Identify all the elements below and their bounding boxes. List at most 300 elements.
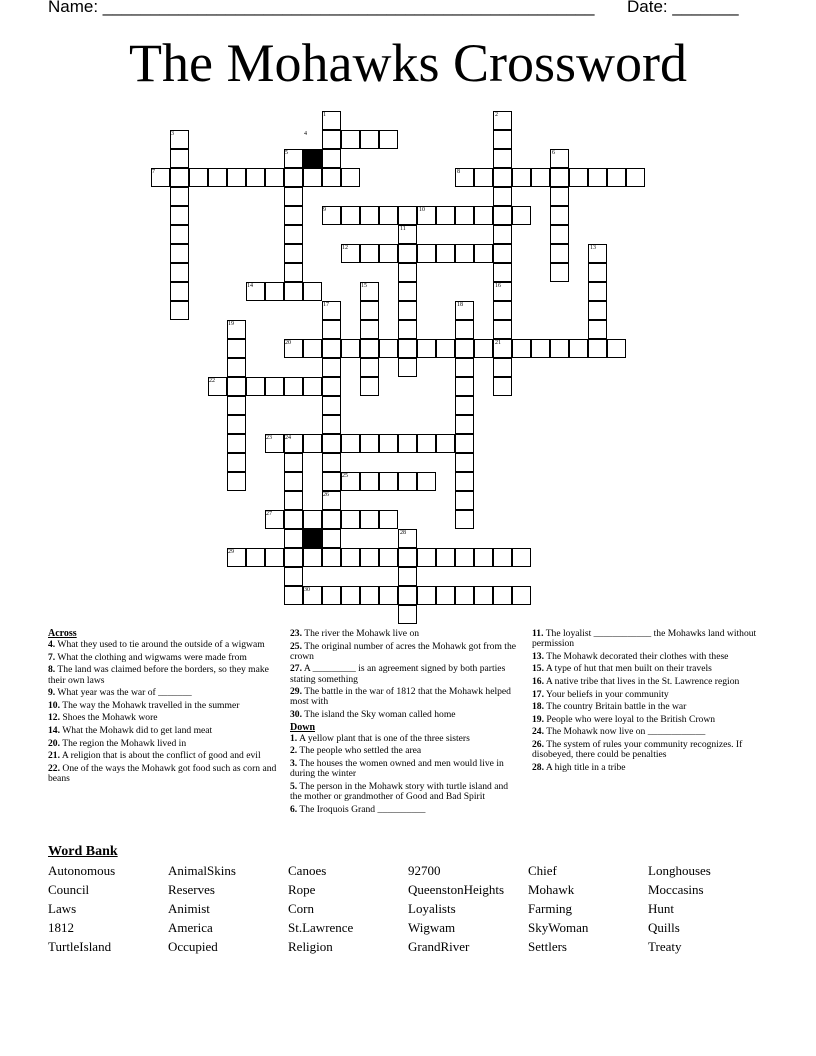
down-clue: [532, 740, 764, 760]
grid-cell[interactable]: [208, 168, 227, 187]
grid-cell[interactable]: [227, 415, 246, 434]
grid-cell[interactable]: [284, 453, 303, 472]
grid-cell[interactable]: [550, 244, 569, 263]
grid-cell[interactable]: [284, 282, 303, 301]
clue-number: 8: [457, 169, 460, 175]
clue-number: 6: [552, 150, 555, 156]
word-bank-item: Canoes: [288, 863, 327, 878]
grid-cell[interactable]: [493, 548, 512, 567]
grid-cell[interactable]: [550, 263, 569, 282]
grid-cell[interactable]: [474, 586, 493, 605]
grid-cell[interactable]: [284, 529, 303, 548]
grid-cell[interactable]: [360, 472, 379, 491]
clue-label: 25.: [290, 640, 302, 652]
grid-cell[interactable]: [512, 586, 531, 605]
grid-cell[interactable]: [303, 434, 322, 453]
grid-cell[interactable]: [170, 206, 189, 225]
grid-cell[interactable]: [493, 320, 512, 339]
grid-cell[interactable]: [398, 434, 417, 453]
clue-label: 6.: [290, 803, 298, 815]
grid-cell[interactable]: [265, 377, 284, 396]
grid-cell[interactable]: [227, 358, 246, 377]
grid-cell[interactable]: [417, 472, 436, 491]
grid-cell[interactable]: [417, 244, 436, 263]
across-clue: [48, 653, 280, 663]
clue-number: 16: [495, 283, 501, 289]
grid-cell[interactable]: [189, 168, 208, 187]
grid-cell[interactable]: [360, 358, 379, 377]
clue-label: 2.: [290, 745, 298, 757]
down-clue: [532, 690, 764, 700]
clue-text: The Mohawk decorated their clothes with these: [544, 650, 729, 662]
grid-cell[interactable]: [322, 510, 341, 529]
grid-cell[interactable]: [436, 339, 455, 358]
grid-cell[interactable]: [512, 339, 531, 358]
grid-cell[interactable]: [436, 244, 455, 263]
word-bank-item: Council: [48, 882, 90, 897]
word-bank-item: Laws: [48, 901, 77, 916]
grid-cell[interactable]: [379, 434, 398, 453]
clue-label: 4.: [48, 639, 56, 651]
word-bank-heading: Word Bank: [48, 844, 118, 859]
across-clue: [48, 688, 280, 698]
grid-cell[interactable]: [246, 548, 265, 567]
grid-cell[interactable]: [360, 548, 379, 567]
grid-cell[interactable]: [227, 434, 246, 453]
clue-label: 23.: [290, 628, 302, 639]
grid-cell[interactable]: [398, 263, 417, 282]
grid-cell[interactable]: [588, 301, 607, 320]
grid-cell[interactable]: [322, 529, 341, 548]
across-clue: [48, 640, 280, 650]
clue-number: 22: [209, 378, 215, 384]
clue-number: 9: [323, 207, 326, 213]
grid-cell[interactable]: [322, 130, 341, 149]
grid-cell[interactable]: [170, 244, 189, 263]
grid-cell[interactable]: [474, 548, 493, 567]
grid-cell[interactable]: [455, 510, 474, 529]
grid-cell[interactable]: [303, 282, 322, 301]
clue-label: 20.: [48, 737, 60, 749]
grid-cell[interactable]: [455, 377, 474, 396]
grid-cell[interactable]: [360, 206, 379, 225]
grid-cell[interactable]: [588, 263, 607, 282]
down-clue: [290, 746, 522, 756]
grid-cell[interactable]: [550, 187, 569, 206]
clue-number: 18: [457, 302, 463, 308]
clue-number: 27: [266, 511, 272, 517]
clue-label: 15.: [532, 663, 544, 675]
clue-text: The person in the Mohawk story with turtle island and the mother or grandmother of Good and Bad Spirit: [290, 780, 509, 802]
grid-cell[interactable]: [531, 168, 550, 187]
clue-text: The island the Sky woman called home: [302, 708, 456, 720]
clue-text: The land was claimed before the borders, so they make their own laws: [48, 664, 269, 686]
grid-cell[interactable]: [322, 339, 341, 358]
grid-cell[interactable]: [303, 339, 322, 358]
grid-cell[interactable]: [322, 396, 341, 415]
clue-label: 10.: [48, 699, 60, 711]
grid-cell[interactable]: [284, 510, 303, 529]
grid-cell[interactable]: [360, 301, 379, 320]
grid-cell[interactable]: [379, 206, 398, 225]
grid-cell[interactable]: [341, 586, 360, 605]
clue-text: One of the ways the Mohawk got food such as corn and beans: [48, 762, 277, 784]
clues-column-3: [532, 629, 764, 775]
grid-cell[interactable]: [493, 377, 512, 396]
clue-number: 28: [400, 530, 406, 536]
grid-cell[interactable]: [246, 377, 265, 396]
grid-cell[interactable]: [455, 491, 474, 510]
clue-text: The Mohawk now live on ____________: [544, 726, 706, 738]
clue-number: 12: [342, 245, 348, 251]
grid-cell[interactable]: [284, 472, 303, 491]
grid-cell[interactable]: [341, 548, 360, 567]
grid-cell[interactable]: [398, 339, 417, 358]
clue-number: 29: [228, 549, 234, 555]
grid-cell[interactable]: [379, 244, 398, 263]
grid-cell[interactable]: [493, 206, 512, 225]
down-clue: [532, 677, 764, 687]
clue-text: What they used to tie around the outside of a wigwam: [55, 639, 265, 651]
grid-cell[interactable]: [341, 206, 360, 225]
grid-cell[interactable]: [303, 168, 322, 187]
grid-cell[interactable]: [284, 548, 303, 567]
word-bank-item: Settlers: [528, 939, 567, 954]
grid-cell[interactable]: [436, 548, 455, 567]
grid-cell[interactable]: [588, 339, 607, 358]
grid-cell[interactable]: [284, 187, 303, 206]
clue-label: 17.: [532, 688, 544, 700]
grid-cell[interactable]: [512, 168, 531, 187]
grid-cell[interactable]: [322, 586, 341, 605]
across-clue: [48, 726, 280, 736]
grid-cell[interactable]: [322, 453, 341, 472]
grid-cell[interactable]: [360, 130, 379, 149]
grid-cell[interactable]: [284, 263, 303, 282]
word-bank-item: 1812: [48, 920, 74, 935]
grid-cell[interactable]: [493, 130, 512, 149]
down-clue: [532, 727, 764, 737]
clue-label: 9.: [48, 687, 56, 699]
clue-label: 27.: [290, 663, 302, 675]
grid-cell[interactable]: [303, 510, 322, 529]
grid-cell[interactable]: [227, 453, 246, 472]
word-bank-item: Wigwam: [408, 920, 456, 935]
clue-text: What the Mohawk did to get land meat: [60, 724, 213, 736]
grid-cell[interactable]: [284, 377, 303, 396]
grid-cell[interactable]: [322, 358, 341, 377]
grid-cell[interactable]: [341, 130, 360, 149]
word-bank-item: St.Lawrence: [288, 920, 354, 935]
grid-cell[interactable]: [227, 339, 246, 358]
grid-cell[interactable]: [360, 510, 379, 529]
clue-label: 24.: [532, 726, 544, 738]
clue-number: 7: [152, 169, 155, 175]
clue-label: 7.: [48, 651, 56, 663]
grid-cell[interactable]: [626, 168, 645, 187]
grid-cell[interactable]: [398, 605, 417, 624]
grid-cell[interactable]: [170, 282, 189, 301]
grid-cell[interactable]: [379, 548, 398, 567]
grid-cell[interactable]: [398, 567, 417, 586]
grid-cell[interactable]: [227, 472, 246, 491]
grid-cell[interactable]: [170, 301, 189, 320]
grid-cell[interactable]: [455, 358, 474, 377]
grid-cell[interactable]: [360, 377, 379, 396]
grid-cell[interactable]: [436, 586, 455, 605]
grid-cell[interactable]: [322, 168, 341, 187]
clue-label: 28.: [532, 761, 544, 773]
grid-cell[interactable]: [398, 301, 417, 320]
grid-cell[interactable]: [512, 548, 531, 567]
word-bank-item: Loyalists: [408, 901, 456, 916]
grid-cell[interactable]: [550, 339, 569, 358]
grid-cell[interactable]: [493, 187, 512, 206]
grid-cell[interactable]: [493, 225, 512, 244]
clue-number: 30: [304, 587, 310, 593]
grid-cell[interactable]: [493, 301, 512, 320]
grid-cell[interactable]: [360, 434, 379, 453]
grid-cell[interactable]: [474, 206, 493, 225]
grid-block: [303, 149, 322, 168]
grid-cell[interactable]: [284, 225, 303, 244]
word-bank-item: QueenstonHeights: [408, 882, 505, 897]
word-bank-item: Farming: [528, 901, 573, 916]
grid-cell[interactable]: [398, 586, 417, 605]
grid-cell[interactable]: [455, 434, 474, 453]
date-field-line[interactable]: Date: _______: [627, 0, 739, 16]
grid-cell[interactable]: [398, 206, 417, 225]
grid-cell[interactable]: [322, 548, 341, 567]
grid-cell[interactable]: [417, 339, 436, 358]
clue-number: 4: [304, 131, 307, 137]
clue-label: 29.: [290, 686, 302, 698]
grid-cell[interactable]: [360, 320, 379, 339]
grid-cell[interactable]: [360, 586, 379, 605]
grid-cell[interactable]: [398, 282, 417, 301]
grid-cell[interactable]: [588, 282, 607, 301]
clue-number: 20: [285, 340, 291, 346]
across-clue: [48, 739, 280, 749]
grid-cell[interactable]: [493, 358, 512, 377]
clue-text: The way the Mohawk travelled in the summer: [60, 699, 240, 711]
grid-cell[interactable]: [170, 187, 189, 206]
grid-cell[interactable]: [493, 263, 512, 282]
clue-text: A native tribe that lives in the St. Lawrence region: [544, 675, 740, 687]
grid-cell[interactable]: [265, 282, 284, 301]
grid-block: [303, 529, 322, 548]
grid-cell[interactable]: [227, 377, 246, 396]
grid-cell[interactable]: [170, 225, 189, 244]
clue-label: 8.: [48, 664, 56, 676]
clue-label: 30.: [290, 708, 302, 720]
grid-cell[interactable]: [303, 377, 322, 396]
grid-cell[interactable]: [455, 586, 474, 605]
clue-number: 15: [361, 283, 367, 289]
clue-text: A high title in a tribe: [544, 761, 626, 773]
grid-cell[interactable]: [455, 472, 474, 491]
grid-cell[interactable]: [284, 491, 303, 510]
grid-cell[interactable]: [322, 149, 341, 168]
grid-cell[interactable]: [303, 548, 322, 567]
grid-cell[interactable]: [588, 168, 607, 187]
grid-cell[interactable]: [379, 586, 398, 605]
grid-cell[interactable]: [227, 168, 246, 187]
clue-label: 1.: [290, 732, 298, 744]
grid-cell[interactable]: [607, 168, 626, 187]
grid-cell[interactable]: [493, 149, 512, 168]
grid-cell[interactable]: [569, 339, 588, 358]
grid-cell[interactable]: [474, 168, 493, 187]
grid-cell[interactable]: [550, 168, 569, 187]
grid-cell[interactable]: [322, 434, 341, 453]
grid-cell[interactable]: [455, 453, 474, 472]
clue-number: 24: [285, 435, 291, 441]
clue-text: The people who settled the area: [297, 745, 422, 757]
grid-cell[interactable]: [455, 396, 474, 415]
across-clue: [290, 710, 522, 720]
grid-cell[interactable]: [436, 434, 455, 453]
clue-number: 25: [342, 473, 348, 479]
word-bank-item: Corn: [288, 901, 314, 916]
grid-cell[interactable]: [341, 510, 360, 529]
clue-number: 10: [419, 207, 425, 213]
down-clue: [290, 734, 522, 744]
grid-cell[interactable]: [455, 206, 474, 225]
grid-cell[interactable]: [417, 548, 436, 567]
word-bank-item: Moccasins: [648, 882, 704, 897]
clue-number: 3: [171, 131, 174, 137]
clue-label: 11.: [532, 628, 544, 639]
word-bank-item: Quills: [648, 920, 680, 935]
grid-cell[interactable]: [493, 586, 512, 605]
grid-cell[interactable]: [607, 339, 626, 358]
clue-label: 22.: [48, 762, 60, 774]
word-bank-item: Religion: [288, 939, 333, 954]
word-bank-item: Longhouses: [648, 863, 711, 878]
grid-cell[interactable]: [455, 244, 474, 263]
clue-number: 23: [266, 435, 272, 441]
grid-cell[interactable]: [322, 377, 341, 396]
clue-label: 5.: [290, 780, 298, 792]
grid-cell[interactable]: [227, 396, 246, 415]
grid-cell[interactable]: [341, 168, 360, 187]
grid-cell[interactable]: [493, 244, 512, 263]
clue-text: A religion that is about the conflict of good and evil: [60, 750, 261, 762]
word-bank-item: TurtleIsland: [48, 939, 112, 954]
clue-label: 13.: [532, 650, 544, 662]
grid-cell[interactable]: [588, 320, 607, 339]
word-bank-item: GrandRiver: [408, 939, 470, 954]
grid-cell[interactable]: [455, 339, 474, 358]
clue-label: 26.: [532, 738, 544, 750]
grid-cell[interactable]: [284, 168, 303, 187]
grid-cell[interactable]: [417, 586, 436, 605]
grid-cell[interactable]: [379, 339, 398, 358]
grid-cell[interactable]: [360, 244, 379, 263]
down-clue: [532, 702, 764, 712]
clue-label: 16.: [532, 675, 544, 687]
clue-number: 1: [323, 112, 326, 118]
grid-cell[interactable]: [417, 434, 436, 453]
across-clue: [48, 713, 280, 723]
clue-number: 21: [495, 340, 501, 346]
down-clue: [532, 715, 764, 725]
clue-text: Shoes the Mohawk wore: [60, 712, 158, 724]
word-bank-item: Chief: [528, 863, 557, 878]
grid-cell[interactable]: [398, 358, 417, 377]
grid-cell[interactable]: [455, 320, 474, 339]
grid-cell[interactable]: [284, 206, 303, 225]
clue-text: The region the Mohawk lived in: [60, 737, 187, 749]
grid-cell[interactable]: [284, 244, 303, 263]
clue-label: 12.: [48, 712, 60, 724]
grid-cell[interactable]: [493, 168, 512, 187]
clue-number: 14: [247, 283, 253, 289]
grid-cell[interactable]: [474, 244, 493, 263]
grid-cell[interactable]: [398, 548, 417, 567]
down-clue: [290, 805, 522, 815]
grid-cell[interactable]: [398, 472, 417, 491]
across-clue: [48, 751, 280, 761]
grid-cell[interactable]: [436, 206, 455, 225]
clue-text: A type of hut that men built on their travels: [544, 663, 712, 675]
word-bank-item: Hunt: [648, 901, 674, 916]
grid-cell[interactable]: [170, 149, 189, 168]
grid-cell[interactable]: [341, 339, 360, 358]
clue-label: 18.: [532, 701, 544, 713]
grid-cell[interactable]: [170, 168, 189, 187]
grid-cell[interactable]: [265, 548, 284, 567]
grid-cell[interactable]: [550, 225, 569, 244]
grid-cell[interactable]: [322, 415, 341, 434]
word-bank-item: Mohawk: [528, 882, 575, 897]
clue-text: The country Britain battle in the war: [544, 701, 687, 713]
clue-text: The original number of acres the Mohawk got from the crown: [290, 640, 517, 662]
grid-cell[interactable]: [474, 339, 493, 358]
across-clue: [290, 687, 522, 707]
grid-cell[interactable]: [550, 206, 569, 225]
grid-cell[interactable]: [360, 339, 379, 358]
grid-cell[interactable]: [341, 434, 360, 453]
grid-cell[interactable]: [398, 244, 417, 263]
grid-cell[interactable]: [246, 168, 265, 187]
word-bank-item: Occupied: [168, 939, 218, 954]
grid-cell[interactable]: [398, 320, 417, 339]
grid-cell[interactable]: [512, 206, 531, 225]
grid-cell[interactable]: [455, 415, 474, 434]
grid-cell[interactable]: [284, 567, 303, 586]
clue-text: What the clothing and wigwams were made from: [55, 651, 247, 663]
down-clue: [532, 652, 764, 662]
grid-cell[interactable]: [569, 168, 588, 187]
grid-cell[interactable]: [379, 510, 398, 529]
name-field-line[interactable]: Name: ____________________________________________________: [48, 0, 595, 16]
clue-label: 14.: [48, 724, 60, 736]
grid-cell[interactable]: [322, 320, 341, 339]
word-bank-item: Rope: [288, 882, 316, 897]
grid-cell[interactable]: [379, 130, 398, 149]
grid-cell[interactable]: [455, 548, 474, 567]
grid-cell[interactable]: [322, 472, 341, 491]
grid-cell[interactable]: [265, 168, 284, 187]
grid-cell[interactable]: [379, 472, 398, 491]
grid-cell[interactable]: [284, 586, 303, 605]
clue-number: 2: [495, 112, 498, 118]
grid-cell[interactable]: [531, 339, 550, 358]
grid-cell[interactable]: [170, 263, 189, 282]
clue-label: 3.: [290, 757, 298, 769]
